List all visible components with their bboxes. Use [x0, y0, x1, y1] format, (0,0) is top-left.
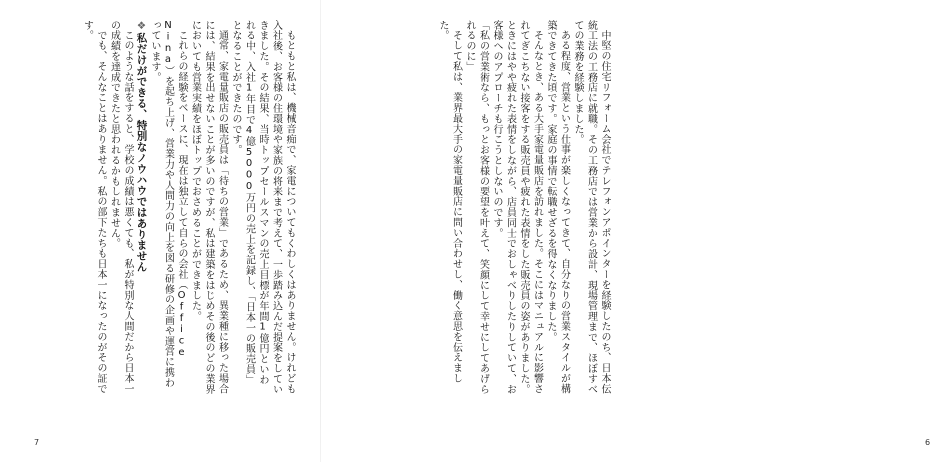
right-paragraph: そんなとき、ある大手家電量販店を訪れました。そこにはマニュアルに影響されてぎこちない接客をする販売員や疲れた表情をした販売員の姿がありました。ときにはやや疲れた表情をしながら、店員同士でおしゃべりしたりしていて、お客様へのアプローチも行こうとしないのです。	[491, 20, 543, 395]
left-paragraph: もともと私は、機械音痴で、家電についてもくわしくはありません。けれども入社後、お客様の住環境や家族の将来まで考えて、一歩踏み込んだ提案をしていきました。その結果、当時トップセールスマンの売上目標が年間1億円といわれる中、入社1年目で4億5000万円の売上を記録し、「日本一の販売員」となることができたのです。	[230, 20, 295, 395]
page-number: 7	[34, 438, 40, 447]
left-paragraph: これらの経験をベースに、現在は独立して自らの会社（Office Nina）を起ち上げ、営業力や人間力の向上を図る研修の企画や運営に携わっています。	[149, 20, 187, 388]
left-page	[0, 0, 320, 462]
page-number: 6	[925, 438, 930, 447]
right-page-body	[436, 20, 612, 395]
right-paragraph: ある程度、営業という仕事が楽しくなってきて、自分なりの営業スタイルが構築できてきた頃です。家庭の事情で転職せざるを得なくなりました。	[545, 20, 570, 394]
left-paragraph: このような話をすると、学校の成績は悪くても、私が特別な人間だから日本一の成績を達成できたと思われるかもしれません。	[108, 20, 133, 394]
section-heading	[134, 20, 148, 395]
section-heading-text: 私だけができる、特別なノウハウではありません	[135, 32, 148, 273]
right-paragraph: 中堅の住宅リフォーム会社でテレフォンアポインターを経験したのち、日本伝統工法の工務店に就職。その工務店では営業から設計、現場管理まで、ほぼすべての業務を経験しました。	[572, 20, 610, 395]
right-paragraph: 「私の営業術なら、もっとお客様の要望を叶えて、笑顔にして幸せにしてあげられるのに」	[464, 20, 489, 395]
section-heading-mark: ❖	[135, 20, 148, 33]
left-page-body	[80, 20, 296, 395]
right-paragraph: そして私は、業界最大手の家電量販店に問い合わせし、働く意思を伝えました。	[437, 20, 462, 384]
left-paragraph: 通常、家電量販店の販売員は「待ちの営業」であるため、異業種に移った場合には、結果を出せないことが多いのですが、私は建築をはじめその後のどの業界においても営業実績をほぼトップでおさめることができました。	[189, 20, 228, 395]
right-page	[321, 0, 930, 462]
left-paragraph: でも、そんなことはありません。私の部下たちも日本一になったのがその証です。	[81, 20, 106, 394]
